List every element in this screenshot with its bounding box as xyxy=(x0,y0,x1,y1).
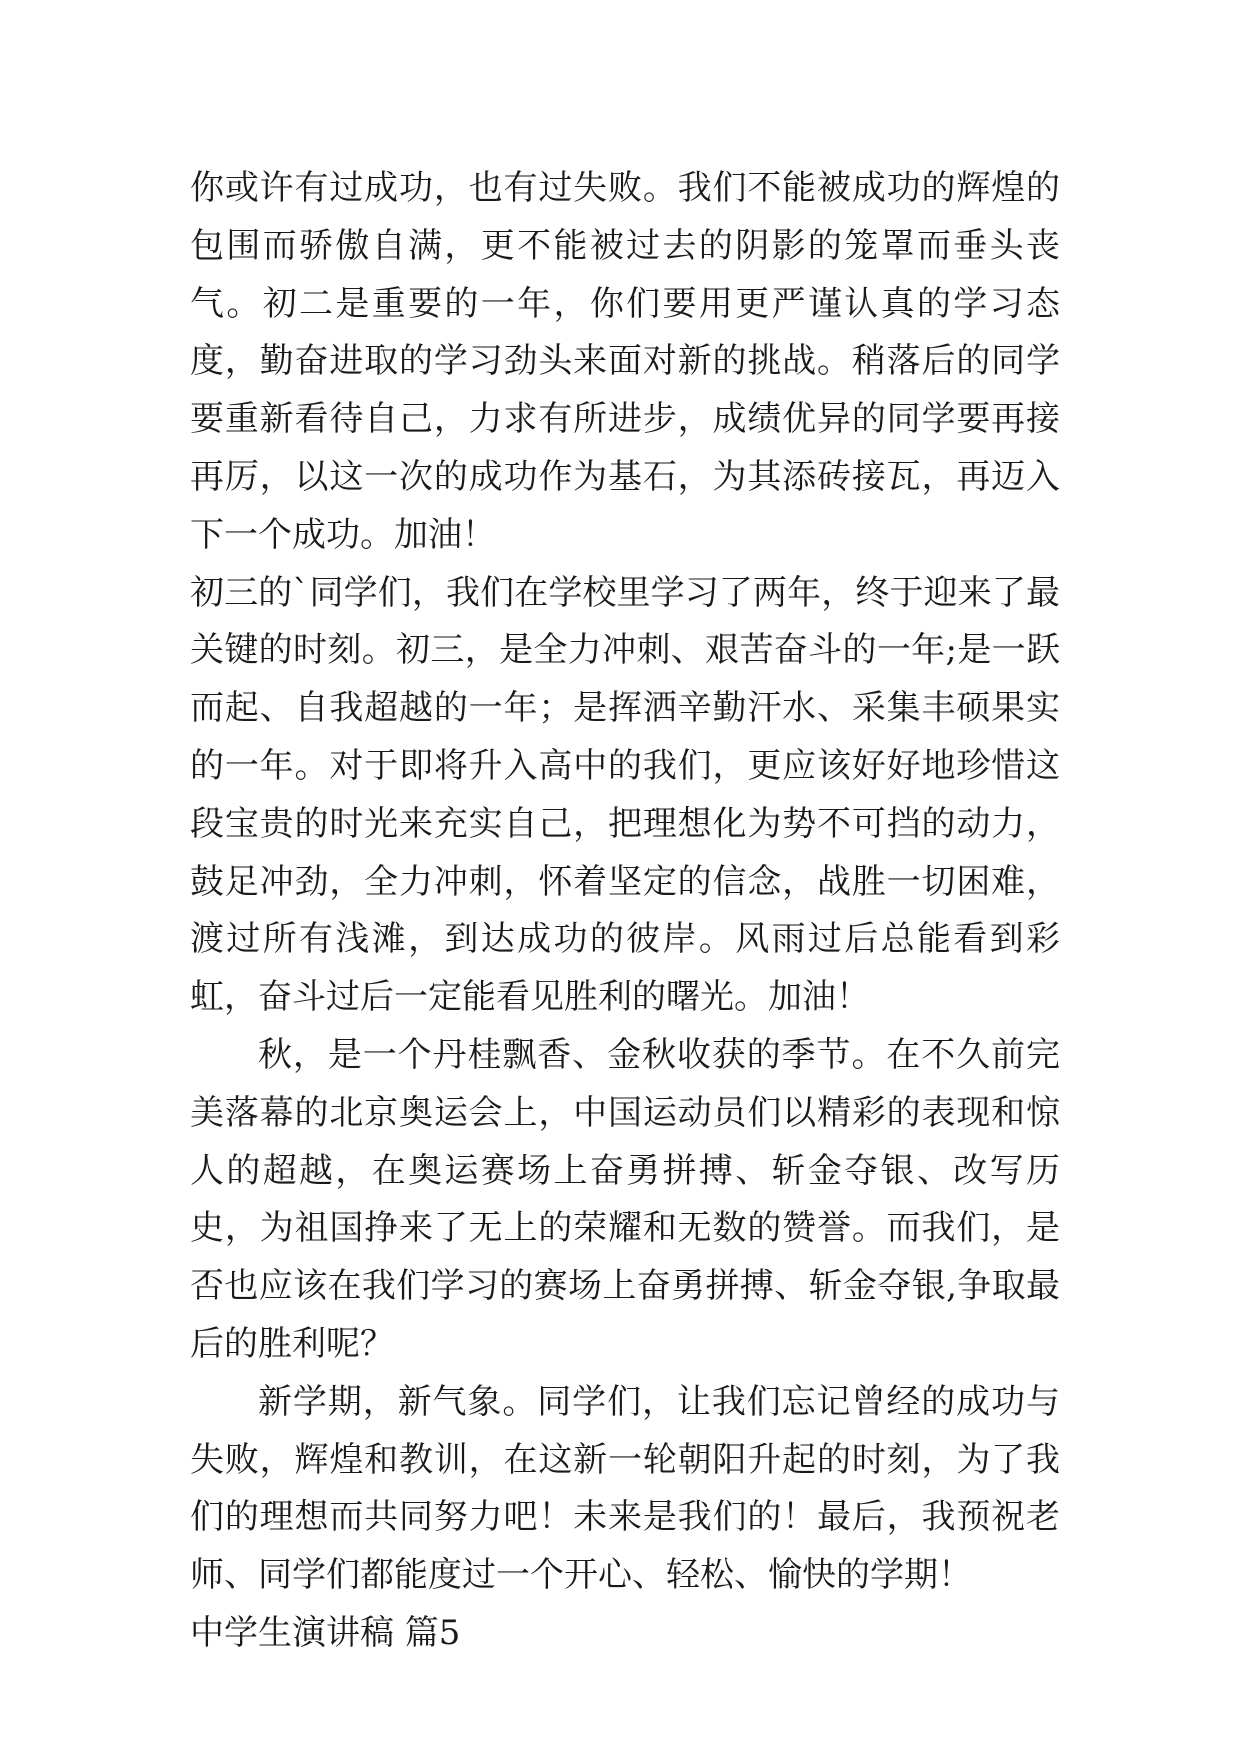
paragraph-1: 你或许有过成功，也有过失败。我们不能被成功的辉煌的包围而骄傲自满，更不能被过去的阴影的笼罩而垂头丧气。初二是重要的一年，你们要用更严谨认真的学习态度，勤奋进取的学习劲头来面对新的挑战。稍落后的同学要重新看待自己，力求有所进步，成绩优异的同学要再接再厉，以这一次的成功作为基石，为其添砖接瓦，再迈入下一个成功。加油！ xyxy=(190,168,1060,555)
paragraph-4: 新学期，新气象。同学们，让我们忘记曾经的成功与失败，辉煌和教训，在这新一轮朝阳升起的时刻，为了我们的理想而共同努力吧！未来是我们的！最后，我预祝老师、同学们都能度过一个开心、轻松、愉快的学期！ xyxy=(190,1381,1060,1596)
paragraph-3: 秋，是一个丹桂飘香、金秋收获的季节。在不久前完美落幕的北京奥运会上，中国运动员们以精彩的表现和惊人的超越，在奥运赛场上奋勇拼搏、斩金夺银、改写历史，为祖国挣来了无上的荣耀和无数的赞誉。而我们，是否也应该在我们学习的赛场上奋勇拼搏、斩金夺银,争取最后的胜利呢？ xyxy=(190,1034,1060,1364)
document-body xyxy=(190,160,1060,1663)
paragraph-2: 初三的`同学们，我们在学校里学习了两年，终于迎来了最关键的时刻。初三，是全力冲刺、艰苦奋斗的一年;是一跃而起、自我超越的一年；是挥洒辛勤汗水、采集丰硕果实的一年。对于即将升入高中的我们，更应该好好地珍惜这段宝贵的时光来充实自己，把理想化为势不可挡的动力，鼓足冲劲，全力冲刺，怀着坚定的信念，战胜一切困难，渡过所有浅滩，到达成功的彼岸。风雨过后总能看到彩虹，奋斗过后一定能看见胜利的曙光。加油！ xyxy=(190,572,1061,1018)
section-heading: 中学生演讲稿 篇5 xyxy=(190,1612,461,1653)
